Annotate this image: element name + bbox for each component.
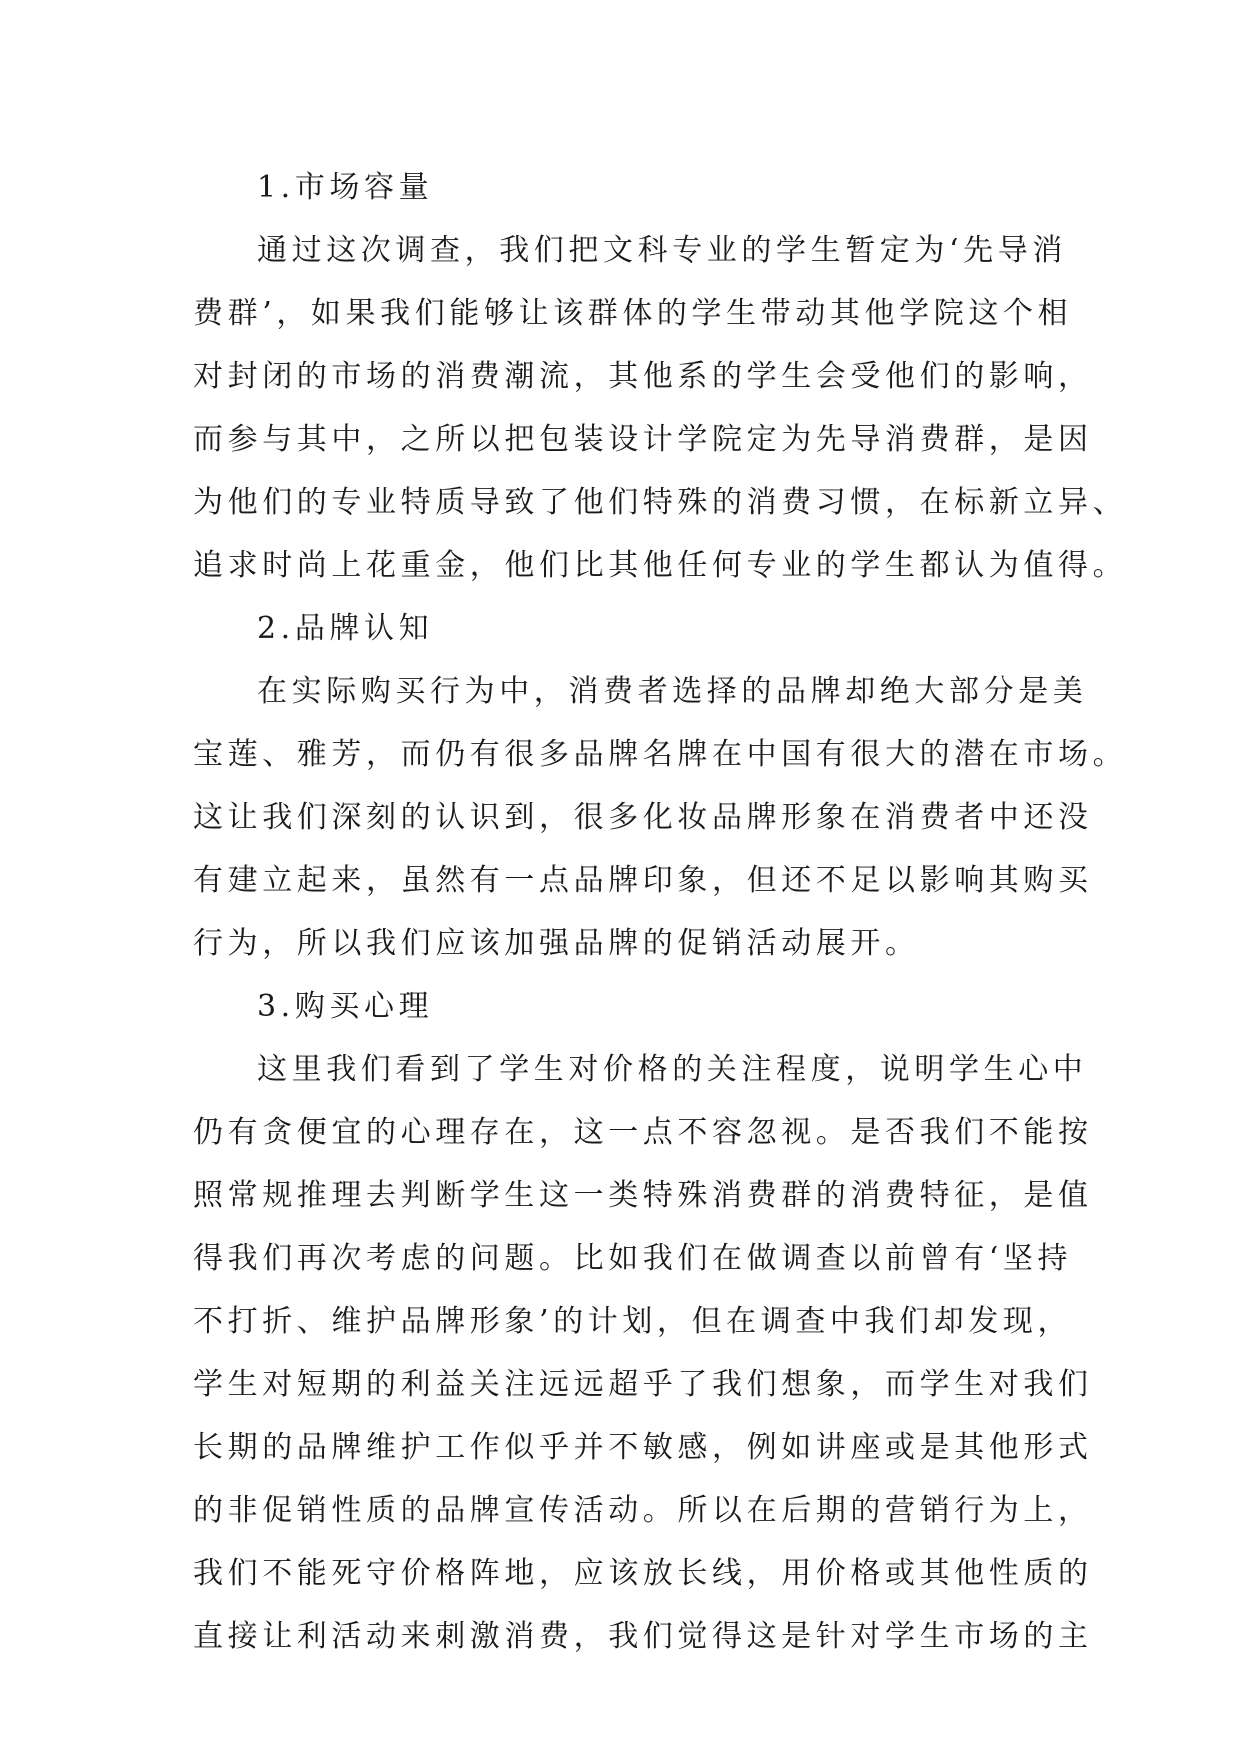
paragraph-line: 费群’，如果我们能够让该群体的学生带动其他学院这个相	[193, 296, 1073, 331]
paragraph-line: 不打折、维护品牌形象’的计划，但在调查中我们却发现，	[193, 1304, 1073, 1339]
paragraph-line: 直接让利活动来刺激消费，我们觉得这是针对学生市场的主	[193, 1619, 1093, 1654]
paragraph-line: 这让我们深刻的认识到，很多化妆品牌形象在消费者中还没	[193, 800, 1093, 835]
paragraph-line: 这里我们看到了学生对价格的关注程度，说明学生心中	[257, 1052, 1088, 1087]
paragraph-line: 而参与其中，之所以把包装设计学院定为先导消费群，是因	[193, 422, 1093, 457]
section-market-capacity	[193, 156, 1128, 597]
paragraph-line: 我们不能死守价格阵地，应该放长线，用价格或其他性质的	[193, 1556, 1093, 1591]
paragraph-line: 宝莲、雅芳，而仍有很多品牌名牌在中国有很大的潜在市场。	[193, 737, 1128, 772]
paragraph-line: 通过这次调查，我们把文科专业的学生暂定为‘先导消	[257, 233, 1067, 268]
paragraph-line: 为他们的专业特质导致了他们特殊的消费习惯，在标新立异、	[193, 485, 1128, 520]
paragraph-line: 行为，所以我们应该加强品牌的促销活动展开。	[193, 926, 920, 961]
paragraph-line: 得我们再次考虑的问题。比如我们在做调查以前曾有‘坚持	[193, 1241, 1073, 1276]
document-body	[193, 156, 1128, 1668]
paragraph-line: 仍有贪便宜的心理存在，这一点不容忽视。是否我们不能按	[193, 1115, 1093, 1150]
paragraph-line: 对封闭的市场的消费潮流，其他系的学生会受他们的影响，	[193, 359, 1093, 394]
paragraph-line: 追求时尚上花重金，他们比其他任何专业的学生都认为值得。	[193, 548, 1128, 583]
paragraph-line: 学生对短期的利益关注远远超乎了我们想象，而学生对我们	[193, 1367, 1093, 1402]
section-heading: 1.市场容量	[257, 170, 434, 205]
paragraph-line: 有建立起来，虽然有一点品牌印象，但还不足以影响其购买	[193, 863, 1093, 898]
section-heading: 3.购买心理	[257, 989, 434, 1024]
paragraph-line: 在实际购买行为中，消费者选择的品牌却绝大部分是美	[257, 674, 1088, 709]
section-purchase-psychology	[193, 975, 1093, 1668]
paragraph-line: 照常规推理去判断学生这一类特殊消费群的消费特征，是值	[193, 1178, 1093, 1213]
paragraph-line: 长期的品牌维护工作似乎并不敏感，例如讲座或是其他形式	[193, 1430, 1093, 1465]
section-brand-awareness	[193, 597, 1128, 975]
paragraph-line: 的非促销性质的品牌宣传活动。所以在后期的营销行为上，	[193, 1493, 1093, 1528]
section-heading: 2.品牌认知	[257, 611, 434, 646]
